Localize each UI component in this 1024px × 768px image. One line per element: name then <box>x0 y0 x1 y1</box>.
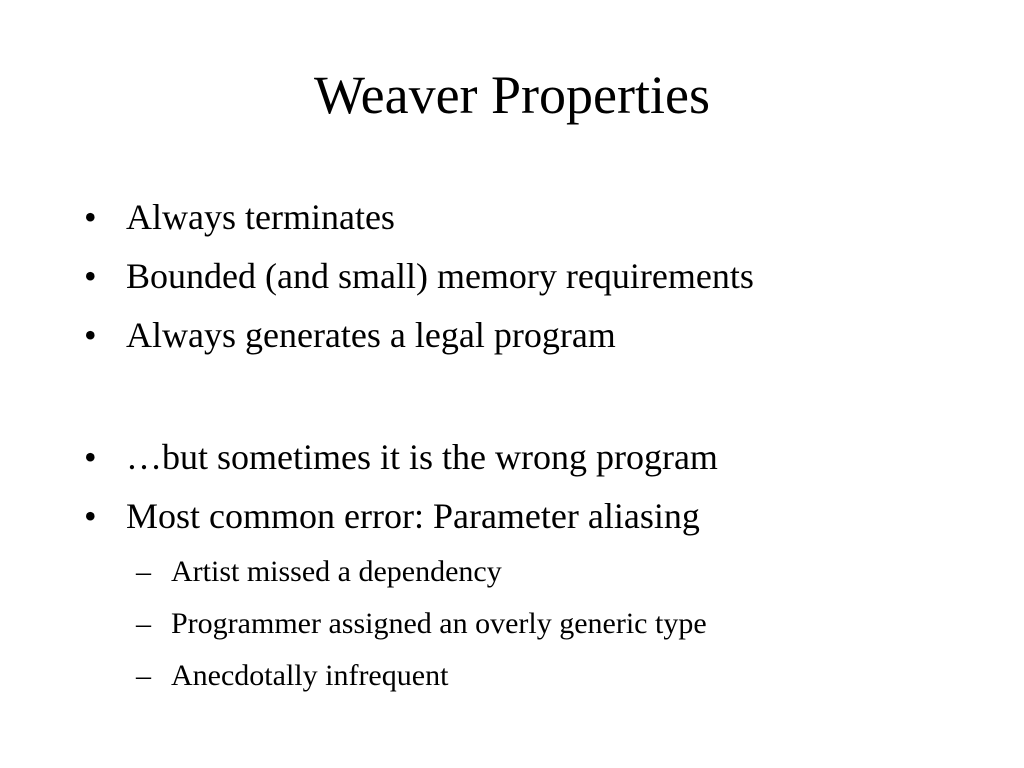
bullet-text: Always terminates <box>126 197 395 237</box>
bullet-item-legal-program <box>84 306 1004 365</box>
bullet-text: Always generates a legal program <box>126 315 616 355</box>
sub-bullet-marker: – <box>136 659 151 692</box>
bullet-item-wrong-program <box>84 428 1004 487</box>
sub-bullet-marker: – <box>136 607 151 640</box>
list-spacer <box>84 365 1004 428</box>
bullet-marker: • <box>84 437 97 477</box>
bullet-text: Most common error: Parameter aliasing <box>126 496 700 536</box>
sub-bullet-infrequent <box>84 650 1004 702</box>
bullet-marker: • <box>84 315 97 355</box>
slide-title: Weaver Properties <box>314 65 710 125</box>
sub-bullet-artist-dependency <box>84 546 1004 598</box>
bullet-text: Bounded (and small) memory requirements <box>126 256 754 296</box>
bullet-marker: • <box>84 256 97 296</box>
bullet-marker: • <box>84 496 97 536</box>
bullet-text: …but sometimes it is the wrong program <box>126 437 718 477</box>
bullet-list <box>84 188 1004 702</box>
bullet-item-bounded-memory <box>84 247 1004 306</box>
sub-bullet-text: Anecdotally infrequent <box>171 659 449 692</box>
sub-bullet-marker: – <box>136 555 151 588</box>
bullet-item-always-terminates <box>84 188 1004 247</box>
bullet-item-common-error <box>84 487 1004 546</box>
sub-bullet-text: Artist missed a dependency <box>171 555 502 588</box>
bullet-marker: • <box>84 197 97 237</box>
sub-bullet-generic-type <box>84 598 1004 650</box>
sub-bullet-text: Programmer assigned an overly generic type <box>171 607 707 640</box>
